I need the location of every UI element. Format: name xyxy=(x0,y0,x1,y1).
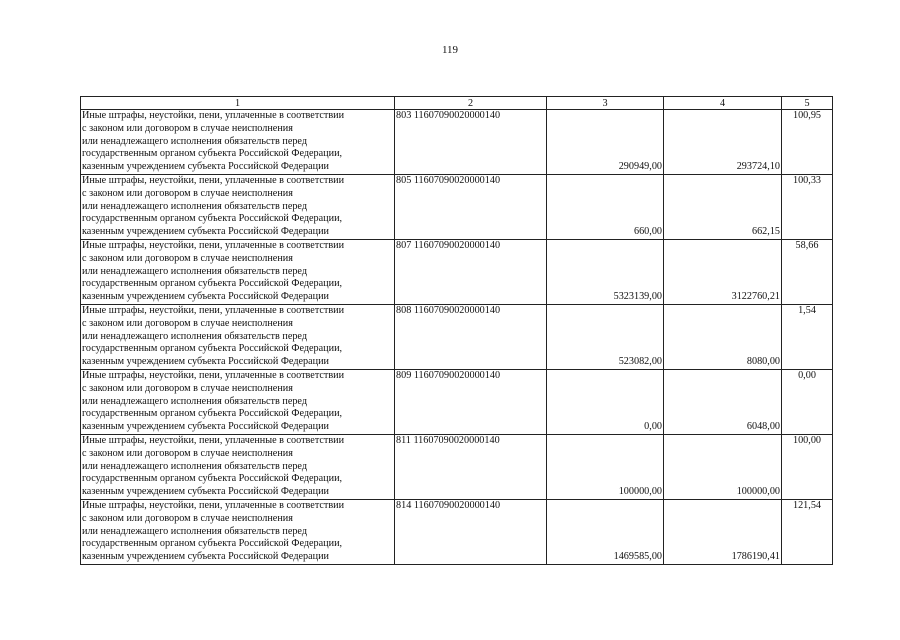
row-code-cell: 814 11607090020000140 xyxy=(395,500,547,565)
row-plan-cell: 5323139,00 xyxy=(547,240,664,305)
row-fact-cell: 3122760,21 xyxy=(664,240,782,305)
column-header-2: 2 xyxy=(395,97,547,110)
row-plan-cell: 660,00 xyxy=(547,175,664,240)
row-code-cell: 807 11607090020000140 xyxy=(395,240,547,305)
table-row xyxy=(81,500,833,565)
row-percent-cell: 58,66 xyxy=(782,240,833,305)
row-plan-cell: 290949,00 xyxy=(547,110,664,175)
table-row xyxy=(81,110,833,175)
revenue-table xyxy=(80,96,833,565)
row-name-cell: Иные штрафы, неустойки, пени, уплаченные в соответствии с законом или договором в случае неисполнения или ненадлежащего исполнения обязательств перед государственным органом субъекта Российской Федерации, казенным учреждением субъекта Российской Федерации xyxy=(81,305,395,370)
row-percent-cell: 100,00 xyxy=(782,435,833,500)
table-row xyxy=(81,240,833,305)
row-percent-cell: 121,54 xyxy=(782,500,833,565)
row-code-cell: 803 11607090020000140 xyxy=(395,110,547,175)
table-row xyxy=(81,435,833,500)
row-name-cell: Иные штрафы, неустойки, пени, уплаченные в соответствии с законом или договором в случае неисполнения или ненадлежащего исполнения обязательств перед государственным органом субъекта Российской Федерации, казенным учреждением субъекта Российской Федерации xyxy=(81,500,395,565)
column-header-4: 4 xyxy=(664,97,782,110)
column-header-1: 1 xyxy=(81,97,395,110)
row-percent-cell: 1,54 xyxy=(782,305,833,370)
table-row xyxy=(81,175,833,240)
table-row xyxy=(81,305,833,370)
row-code-cell: 811 11607090020000140 xyxy=(395,435,547,500)
row-plan-cell: 0,00 xyxy=(547,370,664,435)
row-fact-cell: 6048,00 xyxy=(664,370,782,435)
row-percent-cell: 100,95 xyxy=(782,110,833,175)
row-fact-cell: 8080,00 xyxy=(664,305,782,370)
row-percent-cell: 0,00 xyxy=(782,370,833,435)
row-fact-cell: 293724,10 xyxy=(664,110,782,175)
row-name-cell: Иные штрафы, неустойки, пени, уплаченные в соответствии с законом или договором в случае неисполнения или ненадлежащего исполнения обязательств перед государственным органом субъекта Российской Федерации, казенным учреждением субъекта Российской Федерации xyxy=(81,435,395,500)
row-name-cell: Иные штрафы, неустойки, пени, уплаченные в соответствии с законом или договором в случае неисполнения или ненадлежащего исполнения обязательств перед государственным органом субъекта Российской Федерации, казенным учреждением субъекта Российской Федерации xyxy=(81,110,395,175)
row-name-cell: Иные штрафы, неустойки, пени, уплаченные в соответствии с законом или договором в случае неисполнения или ненадлежащего исполнения обязательств перед государственным органом субъекта Российской Федерации, казенным учреждением субъекта Российской Федерации xyxy=(81,370,395,435)
row-name-cell: Иные штрафы, неустойки, пени, уплаченные в соответствии с законом или договором в случае неисполнения или ненадлежащего исполнения обязательств перед государственным органом субъекта Российской Федерации, казенным учреждением субъекта Российской Федерации xyxy=(81,175,395,240)
table-row xyxy=(81,370,833,435)
row-fact-cell: 662,15 xyxy=(664,175,782,240)
table-header-row xyxy=(81,97,833,110)
column-header-5: 5 xyxy=(782,97,833,110)
row-code-cell: 809 11607090020000140 xyxy=(395,370,547,435)
row-plan-cell: 1469585,00 xyxy=(547,500,664,565)
row-name-cell: Иные штрафы, неустойки, пени, уплаченные в соответствии с законом или договором в случае неисполнения или ненадлежащего исполнения обязательств перед государственным органом субъекта Российской Федерации, казенным учреждением субъекта Российской Федерации xyxy=(81,240,395,305)
row-plan-cell: 100000,00 xyxy=(547,435,664,500)
row-fact-cell: 1786190,41 xyxy=(664,500,782,565)
row-percent-cell: 100,33 xyxy=(782,175,833,240)
row-plan-cell: 523082,00 xyxy=(547,305,664,370)
row-code-cell: 808 11607090020000140 xyxy=(395,305,547,370)
row-code-cell: 805 11607090020000140 xyxy=(395,175,547,240)
page-number: 119 xyxy=(441,44,459,56)
row-fact-cell: 100000,00 xyxy=(664,435,782,500)
column-header-3: 3 xyxy=(547,97,664,110)
